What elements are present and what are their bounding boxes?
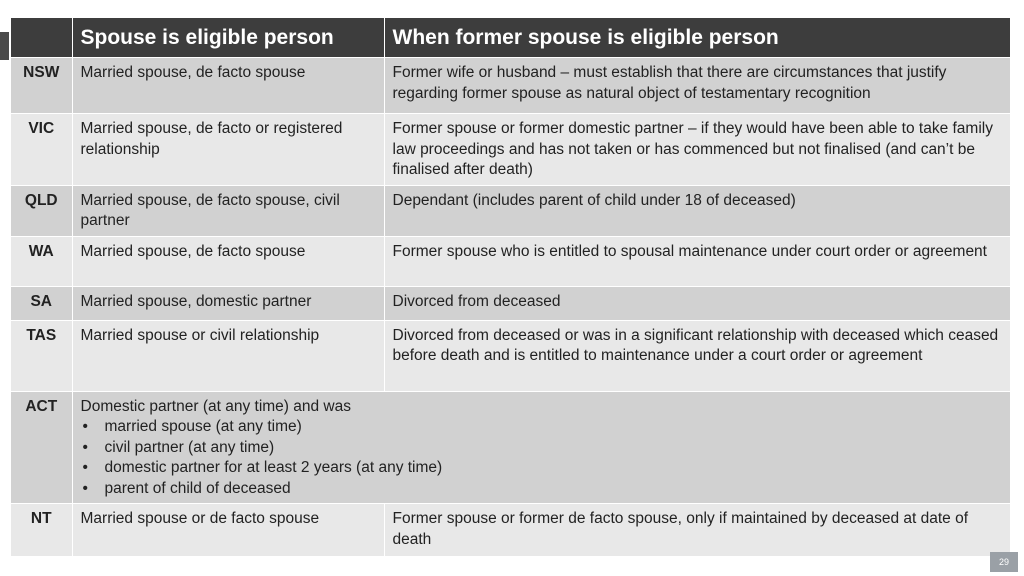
table-row bbox=[11, 185, 1010, 236]
spouse-cell: Married spouse, de facto spouse bbox=[72, 236, 384, 286]
spouse-cell: Married spouse, de facto spouse bbox=[72, 58, 384, 114]
spouse-cell: Married spouse or de facto spouse bbox=[72, 504, 384, 557]
table-row bbox=[11, 236, 1010, 286]
act-merged-cell bbox=[72, 391, 1010, 504]
former-spouse-cell: Former spouse who is entitled to spousal maintenance under court order or agreement bbox=[384, 236, 1010, 286]
state-cell: NSW bbox=[11, 58, 72, 114]
act-bullet-list bbox=[81, 417, 1002, 499]
list-item: • domestic partner for at least 2 years (at any time) bbox=[81, 458, 1002, 479]
header-state bbox=[11, 18, 72, 58]
header-spouse: Spouse is eligible person bbox=[72, 18, 384, 58]
state-cell: VIC bbox=[11, 114, 72, 186]
table-row-act bbox=[11, 391, 1010, 504]
state-cell: SA bbox=[11, 286, 72, 320]
former-spouse-cell: Divorced from deceased bbox=[384, 286, 1010, 320]
table-row bbox=[11, 504, 1010, 557]
former-spouse-cell: Dependant (includes parent of child under 18 of deceased) bbox=[384, 185, 1010, 236]
header-former-spouse: When former spouse is eligible person bbox=[384, 18, 1010, 58]
list-item: • married spouse (at any time) bbox=[81, 417, 1002, 438]
table-header-row bbox=[11, 18, 1010, 58]
table-row bbox=[11, 58, 1010, 114]
state-cell: NT bbox=[11, 504, 72, 557]
left-accent-bar bbox=[0, 32, 9, 60]
state-cell: ACT bbox=[11, 391, 72, 504]
table-row bbox=[11, 114, 1010, 186]
table-row bbox=[11, 320, 1010, 391]
state-cell: TAS bbox=[11, 320, 72, 391]
former-spouse-cell: Former wife or husband – must establish that there are circumstances that justify regarding former spouse as natural object of testamentary recognition bbox=[384, 58, 1010, 114]
spouse-cell: Married spouse, de facto spouse, civil partner bbox=[72, 185, 384, 236]
spouse-cell: Married spouse or civil relationship bbox=[72, 320, 384, 391]
spouse-cell: Married spouse, de facto or registered relationship bbox=[72, 114, 384, 186]
former-spouse-cell: Former spouse or former de facto spouse, only if maintained by deceased at date of death bbox=[384, 504, 1010, 557]
table-row bbox=[11, 286, 1010, 320]
act-intro: Domestic partner (at any time) and was bbox=[80, 397, 351, 415]
former-spouse-cell: Former spouse or former domestic partner – if they would have been able to take family law proceedings and has not taken or has commenced but not finalised (and can’t be finalised after death) bbox=[384, 114, 1010, 186]
spouse-cell: Married spouse, domestic partner bbox=[72, 286, 384, 320]
state-cell: WA bbox=[11, 236, 72, 286]
former-spouse-cell: Divorced from deceased or was in a significant relationship with deceased which ceased before death and is entitled to maintenance under a court order or agreement bbox=[384, 320, 1010, 391]
eligibility-table bbox=[11, 18, 1011, 557]
slide-number: 29 bbox=[990, 552, 1018, 572]
state-cell: QLD bbox=[11, 185, 72, 236]
list-item: • civil partner (at any time) bbox=[81, 438, 1002, 459]
list-item: • parent of child of deceased bbox=[81, 479, 1002, 500]
